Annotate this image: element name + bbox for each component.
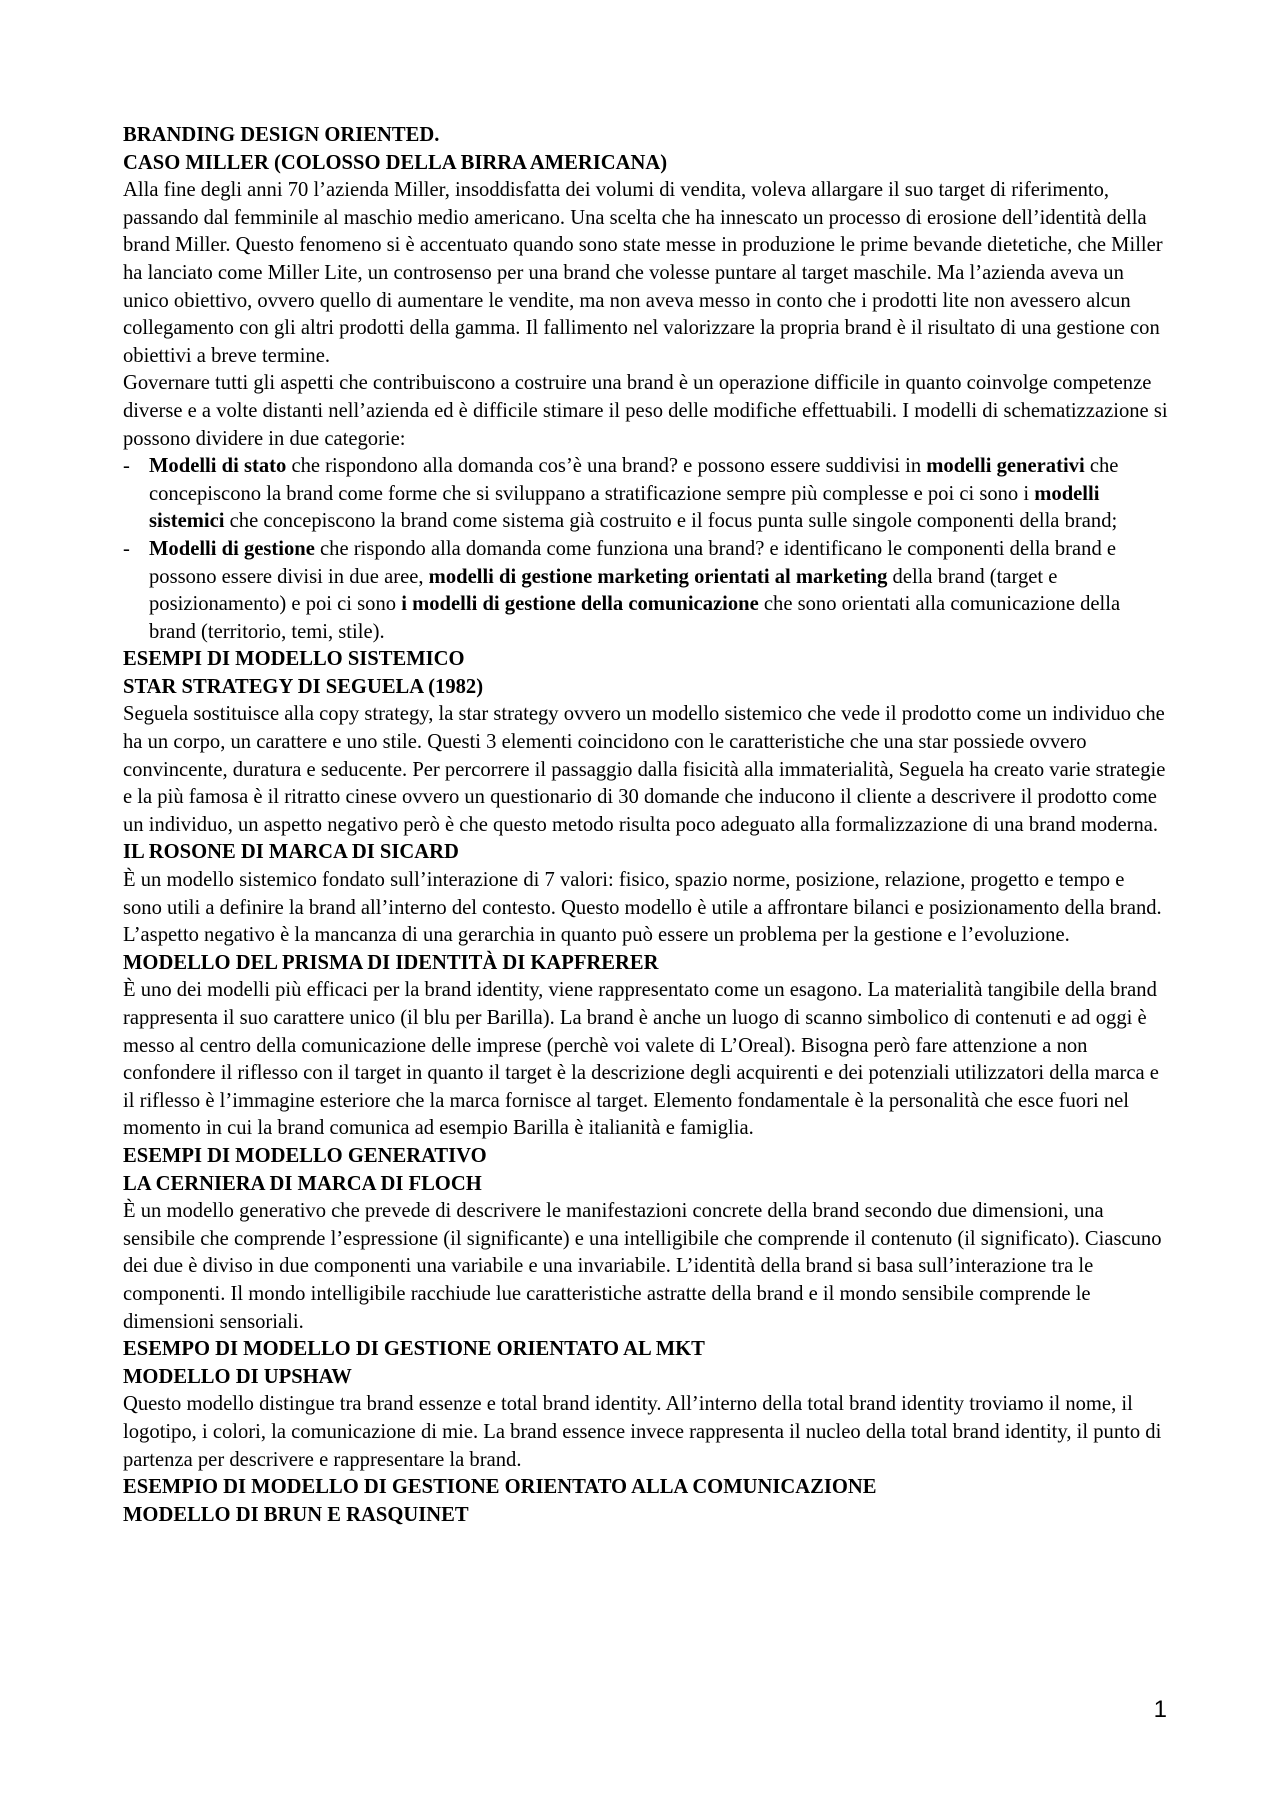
section-heading-sicard: IL ROSONE DI MARCA DI SICARD xyxy=(123,841,459,864)
paragraph-miller-2: Governare tutti gli aspetti che contribuiscono a costruire una brand è un operazione difficile in quanto coinvolge competenze diverse e a volte distanti nell’azienda ed è difficile stimare il peso delle modifiche effettuabili. I modelli di schematizzazione si possono dividere in due categorie: xyxy=(123,372,1168,450)
list-text: che concepiscono la brand come forme che si sviluppano a stratificazione sempre più complesse e poi ci sono i xyxy=(149,455,1119,505)
bold-term: Modelli di stato xyxy=(149,455,287,478)
bold-term: modelli generativi xyxy=(926,455,1085,478)
section-heading-mkt: ESEMPO DI MODELLO DI GESTIONE ORIENTATO AL MKT xyxy=(123,1338,705,1361)
section-subheading-brun-rasquinet: MODELLO DI BRUN E RASQUINET xyxy=(123,1503,469,1526)
paragraph-kapferer: È uno dei modelli più efficaci per la brand identity, viene rappresentato come un esagono. La materialità tangibile della brand rappresenta il suo carattere unico (il blu per Barilla). La brand è anche un luogo di scanno simbolico di contenuti e ad oggi è messo al centro della comunicazione delle imprese (perchè voi valete di L’Oreal). Bisogna però fare attenzione a non confondere il riflesso con il target in quanto il target è la descrizione degli acquirenti e dei potenziali utilizzatori della marca e il riflesso è l’immagine esteriore che la marca fornisce al target. Elemento fondamentale è la personalità che esce fuori nel momento in cui la brand comunica ad esempio Barilla è italianità e famiglia. xyxy=(123,979,1159,1140)
page-number: 1 xyxy=(1153,1696,1167,1723)
section-heading-comunicazione: ESEMPIO DI MODELLO DI GESTIONE ORIENTATO ALLA COMUNICAZIONE xyxy=(123,1476,877,1499)
bold-term: i modelli di gestione della comunicazione xyxy=(401,593,759,616)
list-text: che sono orientati alla comunicazione della brand (territorio, temi, stile). xyxy=(149,593,1121,643)
paragraph-floch: È un modello generativo che prevede di descrivere le manifestazioni concrete della brand secondo due dimensioni, una sensibile che comprende l’espressione (il significante) e una intelligibile che comprende il contenuto (il significato). Ciascuno dei due è diviso in due componenti una variabile e una invariabile. L’identità della brand si basa sull’interazione tra le componenti. Il mondo intelligibile racchiude lue caratteristiche astratte della brand e il mondo sensibile comprende le dimensioni sensoriali. xyxy=(123,1200,1162,1333)
section-heading-kapferer: MODELLO DEL PRISMA DI IDENTITÀ DI KAPFRERER xyxy=(123,951,659,974)
model-categories-list xyxy=(123,453,1168,646)
list-text: che rispondono alla domanda cos’è una brand? e possono essere suddivisi in xyxy=(286,455,927,478)
bold-term: Modelli di gestione xyxy=(149,537,315,560)
section-subheading-star-strategy: STAR STRATEGY DI SEGUELA (1982) xyxy=(123,675,484,698)
section-heading-miller: CASO MILLER (COLOSSO DELLA BIRRA AMERICANA) xyxy=(123,151,668,174)
paragraph-miller-1: Alla fine degli anni 70 l’azienda Miller, insoddisfatta dei volumi di vendita, voleva allargare il suo target di riferimento, passando dal femminile al maschio medio americano. Una scelta che ha innescato un processo di erosione dell’identità della brand Miller. Questo fenomeno si è accentuato quando sono state messe in produzione le prime bevande dietetiche, che Miller ha lanciato come Miller Lite, un controsenso per una brand che volesse puntare al target maschile. Ma l’azienda aveva un unico obiettivo, ovvero quello di aumentare le vendite, ma non aveva messo in conto che i prodotti lite non avessero alcun collegamento con gli altri prodotti della gamma. Il fallimento nel valorizzare la propria brand è il risultato di una gestione con obiettivi a breve termine. xyxy=(123,179,1163,367)
paragraph-star-strategy: Seguela sostituisce alla copy strategy, la star strategy ovvero un modello sistemico che vede il prodotto come un individuo che ha un corpo, un carattere e uno stile. Questi 3 elementi coincidono con le caratteristiche che una star possiede ovvero convincente, duratura e seducente. Per percorrere il passaggio dalla fisicità alla immaterialità, Seguela ha creato varie strategie e la più famosa è il ritratto cinese ovvero un questionario di 30 domande che inducono il cliente a descrivere il prodotto come un individuo, un aspetto negativo però è che questo metodo risulta poco adeguato alla formalizzazione di una brand moderna. xyxy=(123,703,1166,836)
section-subheading-floch: LA CERNIERA DI MARCA DI FLOCH xyxy=(123,1172,482,1195)
section-subheading-upshaw: MODELLO DI UPSHAW xyxy=(123,1365,352,1388)
list-item-modelli-di-stato xyxy=(123,453,1168,536)
bold-term: modelli sistemici xyxy=(149,482,1100,533)
list-text: della brand (target e posizionamento) e poi ci sono xyxy=(149,565,1058,616)
document-title: BRANDING DESIGN ORIENTED. xyxy=(123,124,440,146)
section-heading-generativo: ESEMPI DI MODELLO GENERATIVO xyxy=(123,1144,487,1167)
paragraph-upshaw: Questo modello distingue tra brand essenze e total brand identity. All’interno della total brand identity troviamo il nome, il logotipo, i colori, la comunicazione di mie. La brand essence invece rappresenta il nucleo della total brand identity, il punto di partenza per descrivere e rappresentare la brand. xyxy=(123,1393,1162,1471)
list-text: che rispondo alla domanda come funziona una brand? e identificano le componenti della brand e possono essere divisi in due aree, xyxy=(149,537,1117,588)
list-item-modelli-di-gestione xyxy=(123,536,1168,646)
paragraph-sicard: È un modello sistemico fondato sull’interazione di 7 valori: fisico, spazio norme, posizione, relazione, progetto e tempo e sono utili a definire la brand all’interno del contesto. Questo modello è utile a affrontare bilanci e posizionamento della brand. L’aspetto negativo è la mancanza di una gerarchia in quanto può essere un problema per la gestione e l’evoluzione. xyxy=(123,869,1162,947)
document-page xyxy=(123,122,1168,1529)
list-text: che concepiscono la brand come sistema già costruito e il focus punta sulle singole componenti della brand; xyxy=(224,510,1118,533)
section-heading-sistemico: ESEMPI DI MODELLO SISTEMICO xyxy=(123,648,465,671)
bold-term: modelli di gestione marketing orientati al marketing xyxy=(428,565,888,588)
